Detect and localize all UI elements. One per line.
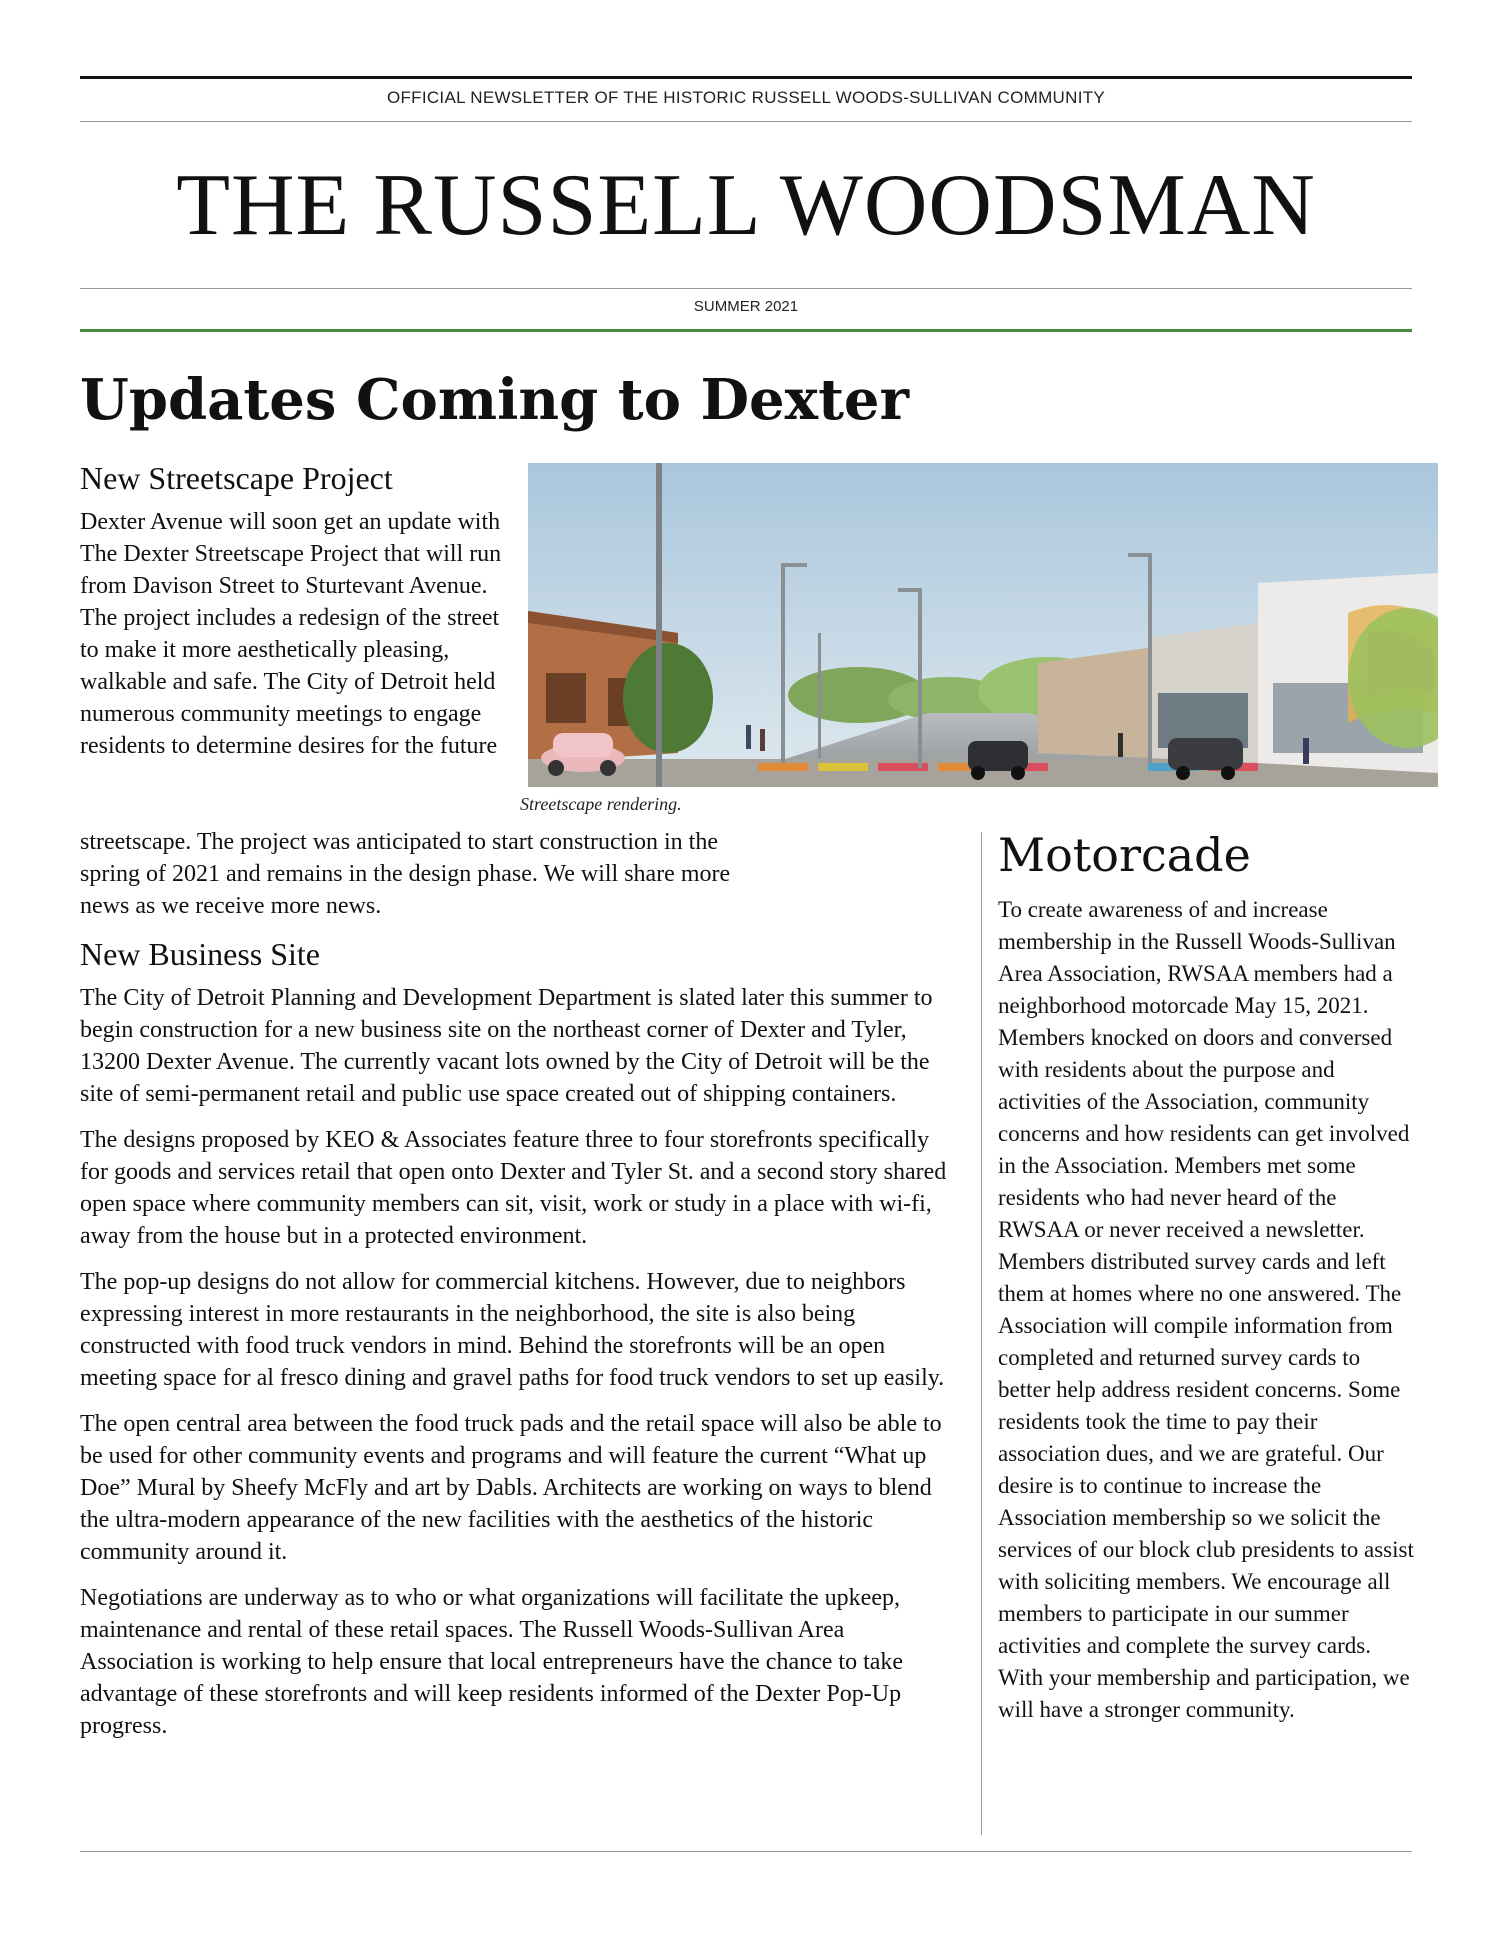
issue-top-rule (80, 288, 1412, 289)
article-headline: Updates Coming to Dexter (80, 367, 910, 433)
tagline-rule (80, 121, 1412, 122)
streetscape-text: Dexter Avenue will soon get an update with The Dexter Streetscape Project that will run from Davison Street to Sturtevant Avenue. The project includes a redesign of the street to make it more aesthetically pleasing, walkable and safe. The City of Detroit held numerous community meetings to engage residents to determine desires for the future (80, 509, 502, 759)
business-site-text (80, 982, 960, 1756)
business-paragraph: The City of Detroit Planning and Development Department is slated later this summer to begin construction for a new business site on the northeast corner of Dexter and Tyler, 13200 Dexter Avenue. The currently vacant lots owned by the City of Detroit will be the site of semi-permanent retail and public use space created out of shipping containers. (80, 985, 933, 1107)
issue-bottom-rule (80, 329, 1412, 332)
bottom-rule (80, 1851, 1412, 1852)
business-paragraph: The designs proposed by KEO & Associates feature three to four storefronts specifically for goods and services retail that open onto Dexter and Tyler St. and a second story shared open space where community members can sit, visit, work or study in a place with wi-fi, away from the house but in a protected environment. (80, 1127, 947, 1249)
newsletter-tagline: OFFICIAL NEWSLETTER OF THE HISTORIC RUSSELL WOODS-SULLIVAN COMMUNITY (386, 88, 1106, 107)
top-rule (80, 76, 1412, 79)
business-paragraph: The open central area between the food truck pads and the retail space will also be able to be used for other community events and programs and will feature the current “What up Doe” Mural by Sheefy McFly and art by Dabls. Architects are working on ways to blend the ultra-modern appearance of the new facilities with the aesthetics of the historic community around it. (80, 1411, 942, 1565)
motorcade-text: To create awareness of and increase membership in the Russell Woods-Sullivan Area Association, RWSAA members had a neighborhood motorcade May 15, 2021. Members knocked on doors and conversed with residents about the purpose and activities of the Association, community concerns and how residents can get involved in the Association. Members met some residents who had never heard of the RWSAA or never received a newsletter. Members distributed survey cards and left them at homes where no one answered. The Association will compile information from completed and returned survey cards to better help address resident concerns. Some residents took the time to pay their association dues, and we are grateful. Our desire is to continue to increase the Association membership so we solicit the services of our block club presidents to assist with soliciting members. We encourage all members to participate in our summer activities and complete the survey cards. With your membership and participation, we will have a stronger community. (998, 897, 1414, 1722)
motorcade-heading: Motorcade (998, 828, 1251, 882)
image-caption: Streetscape rendering. (520, 794, 682, 814)
business-paragraph: The pop-up designs do not allow for commercial kitchens. However, due to neighbors expressing interest in more restaurants in the neighborhood, the site is also being constructed with food truck vendors in mind. Behind the storefronts will be an open meeting space for al fresco dining and gravel paths for food truck vendors to set up easily. (80, 1269, 945, 1391)
business-site-heading: New Business Site (80, 936, 320, 972)
business-paragraph: Negotiations are underway as to who or what organizations will facilitate the upkeep, maintenance and rental of these retail spaces. The Russell Woods-Sullivan Area Association is working to help ensure that local entrepreneurs have the chance to take advantage of these storefronts and will keep residents informed of the Dexter Pop-Up progress. (80, 1585, 904, 1739)
issue-date: SUMMER 2021 (693, 298, 799, 315)
column-divider (981, 832, 982, 1835)
streetscape-heading: New Streetscape Project (80, 460, 393, 496)
streetscape-image (528, 463, 1438, 787)
streetscape-text-continued: streetscape. The project was anticipated to start construction in the spring of 2021 and remains in the design phase. We will share more news as we receive more news. (80, 829, 731, 919)
newsletter-title: THE RUSSELL WOODSMAN (176, 157, 1316, 254)
